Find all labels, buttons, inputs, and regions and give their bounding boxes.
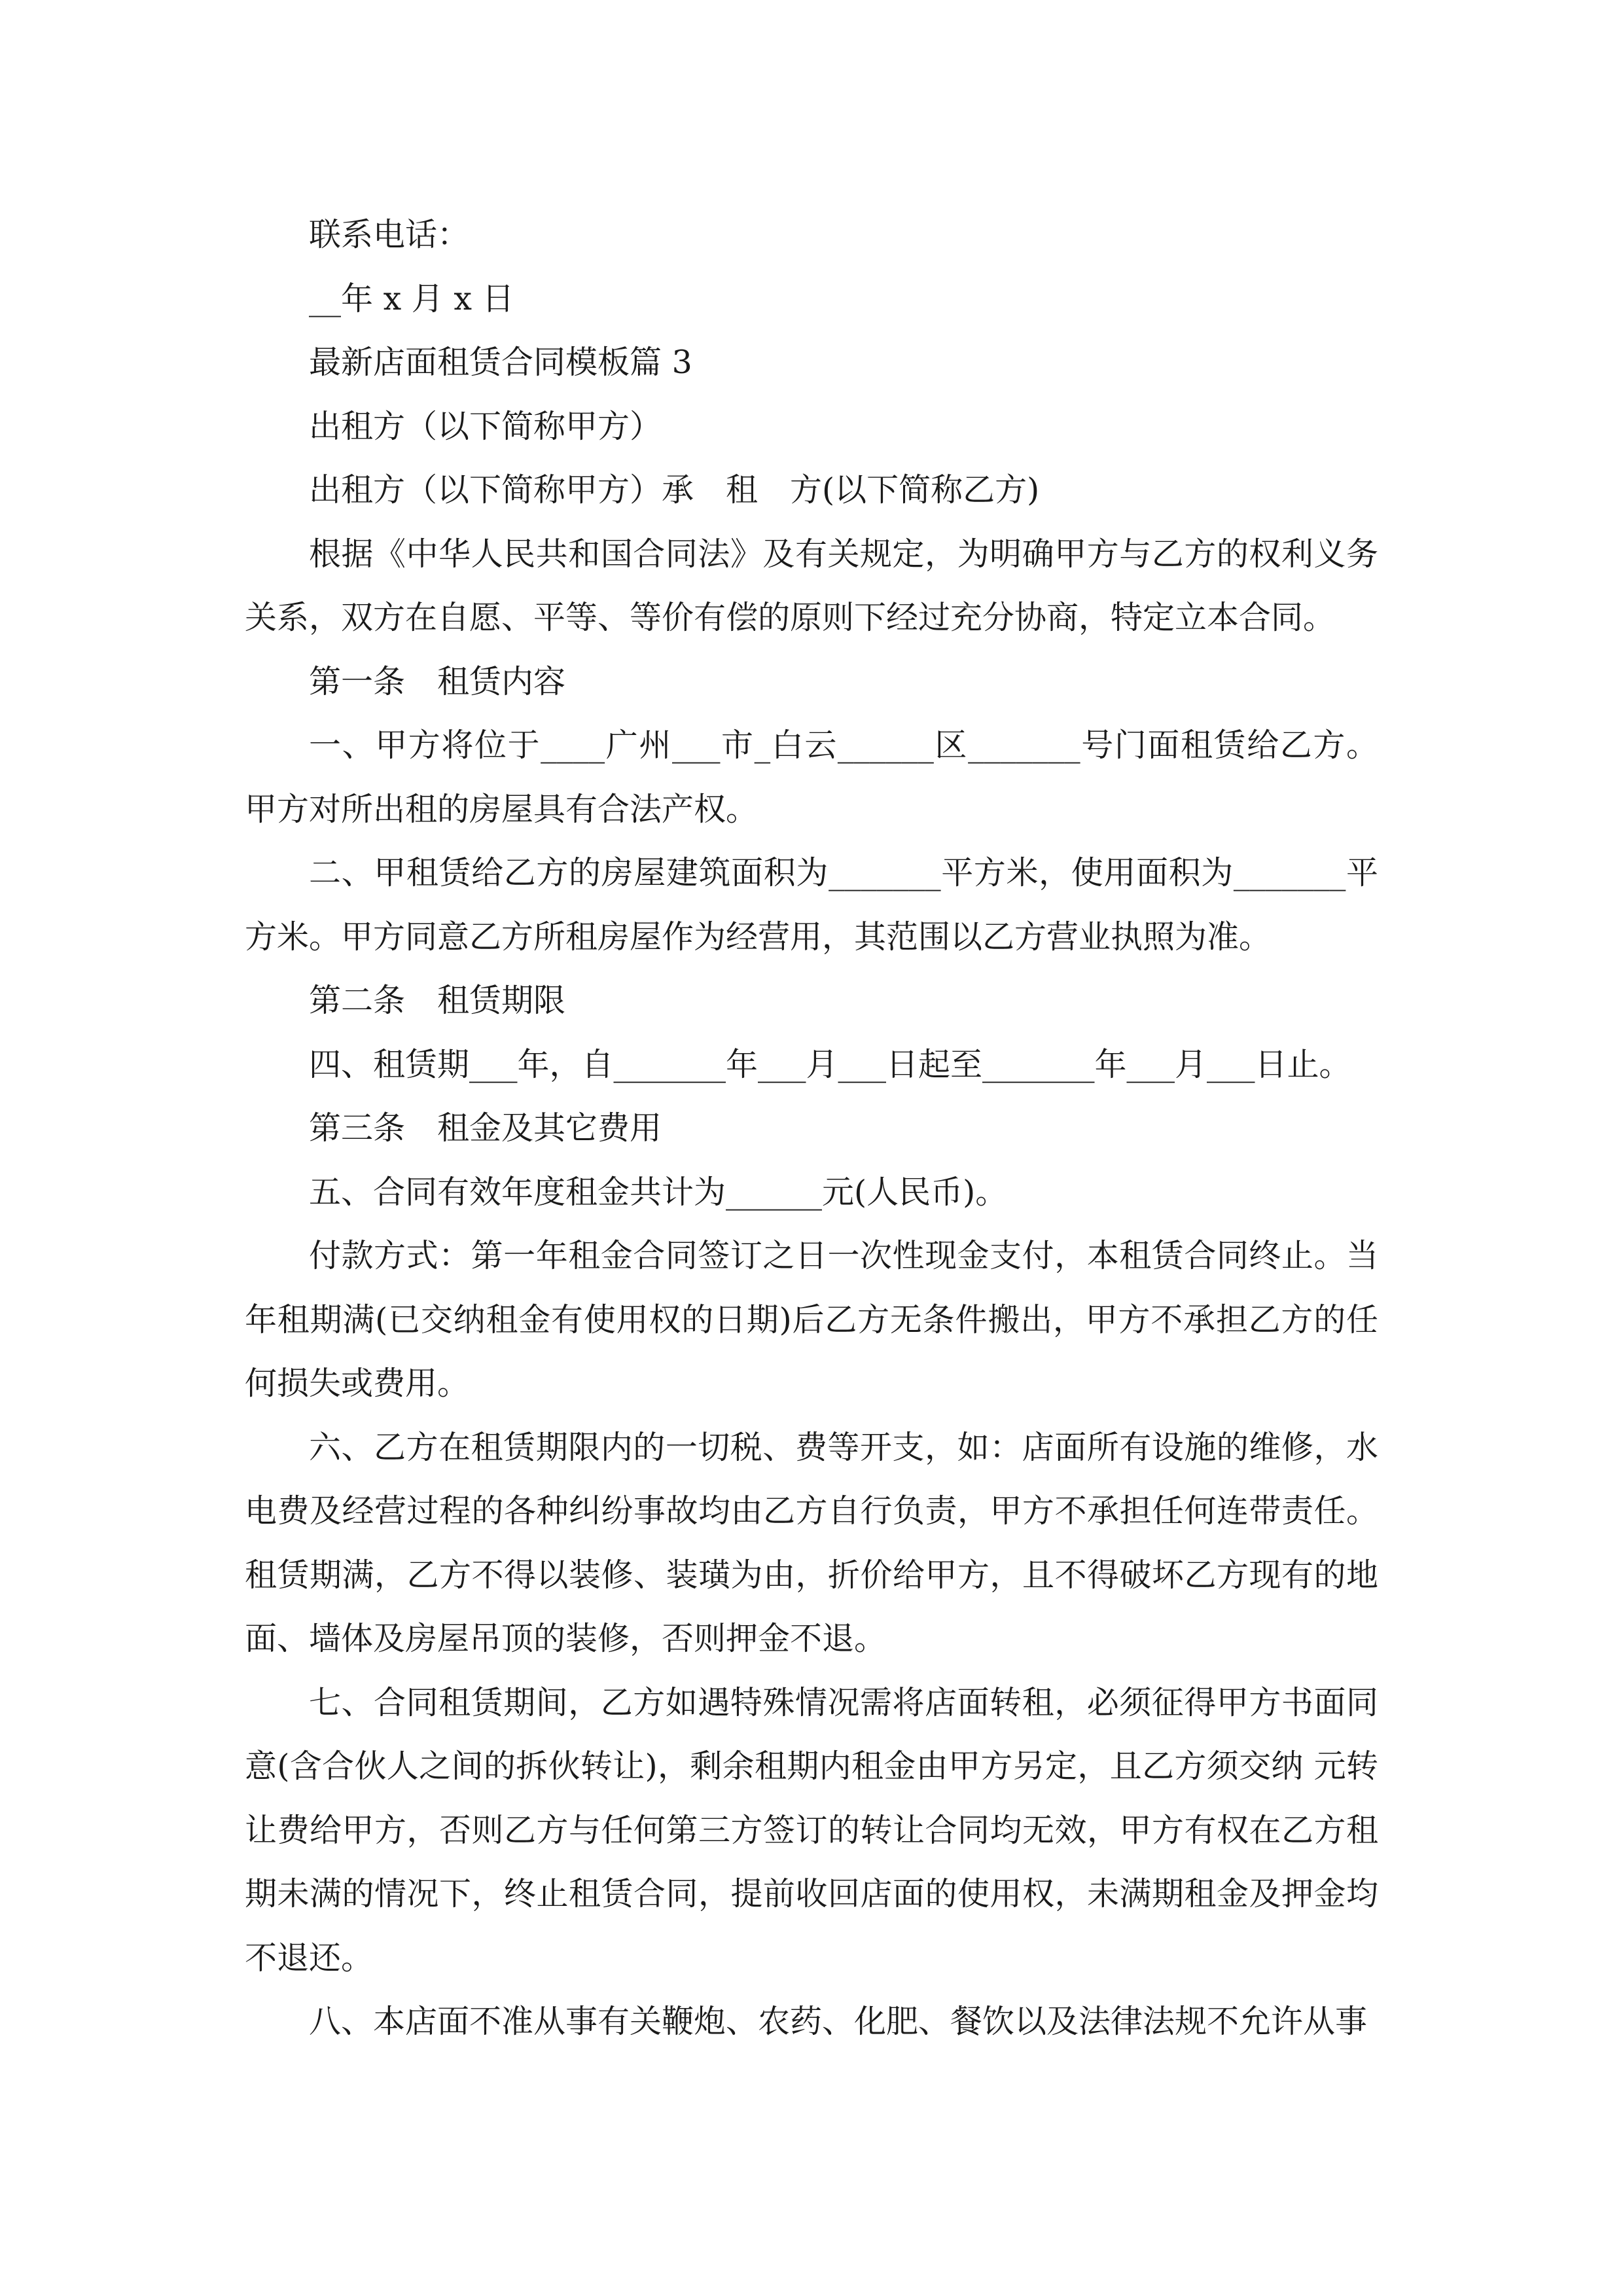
lessor-line: 出租方（以下简称甲方） [309,407,662,445]
document-body [245,203,1378,2054]
date-line: __年 x 月 x 日 [309,279,514,317]
clause-5: 五、合同有效年度租金共计为______元(人民币)。 [309,1173,1008,1211]
clause-2: 二、甲租赁给乙方的房屋建筑面积为_______平方米，使用面积为_______平方米。甲方同意乙方所租房屋作为经营用，其范围以乙方营业执照为准。 [245,854,1378,956]
clause-1: 一、甲方将位于____广州___市_白云______区_______号门面租赁给乙方。甲方对所出租的房屋具有合法产权。 [245,726,1378,828]
clause-4: 四、租赁期___年，自_______年___月___日起至_______年___月___日止。 [309,1045,1351,1083]
contact-phone-line: 联系电话： [309,216,470,253]
clause-7: 七、合同租赁期间，乙方如遇特殊情况需将店面转租，必须征得甲方书面同意(含合伙人之间的拆伙转让)，剩余租期内租金由甲方另定，且乙方须交纳 元转让费给甲方，否则乙方与任何第三方签订的转让合同均无效，甲方有权在乙方租期未满的情况下，终止租赁合同，提前收回店面的使用权，未满期租金及押金均不退还。 [245,1683,1378,1977]
preamble-paragraph: 根据《中华人民共和国合同法》及有关规定，为明确甲方与乙方的权利义务关系，双方在自愿、平等、等价有偿的原则下经过充分协商，特定立本合同。 [245,535,1378,636]
article-2-heading: 第二条 租赁期限 [309,982,566,1019]
section-title: 最新店面租赁合同模板篇 3 [309,344,692,381]
payment-method-paragraph: 付款方式：第一年租金合同签订之日一次性现金支付，本租赁合同终止。当年租期满(已交纳租金有使用权的日期)后乙方无条件搬出，甲方不承担乙方的任何损失或费用。 [245,1237,1378,1402]
article-3-heading: 第三条 租金及其它费用 [309,1109,662,1147]
clause-6: 六、乙方在租赁期限内的一切税、费等开支，如：店面所有设施的维修，水电费及经营过程的各种纠纷事故均由乙方自行负责，甲方不承担任何连带责任。租赁期满，乙方不得以装修、装璜为由，折价给甲方，且不得破坏乙方现有的地面、墙体及房屋吊顶的装修，否则押金不退。 [245,1428,1378,1657]
article-1-heading: 第一条 租赁内容 [309,662,566,700]
parties-line: 出租方（以下简称甲方）承 租 方(以下简称乙方) [309,471,1040,509]
clause-8: 八、本店面不准从事有关鞭炮、农药、化肥、餐饮以及法律法规不允许从事 [309,2003,1368,2040]
